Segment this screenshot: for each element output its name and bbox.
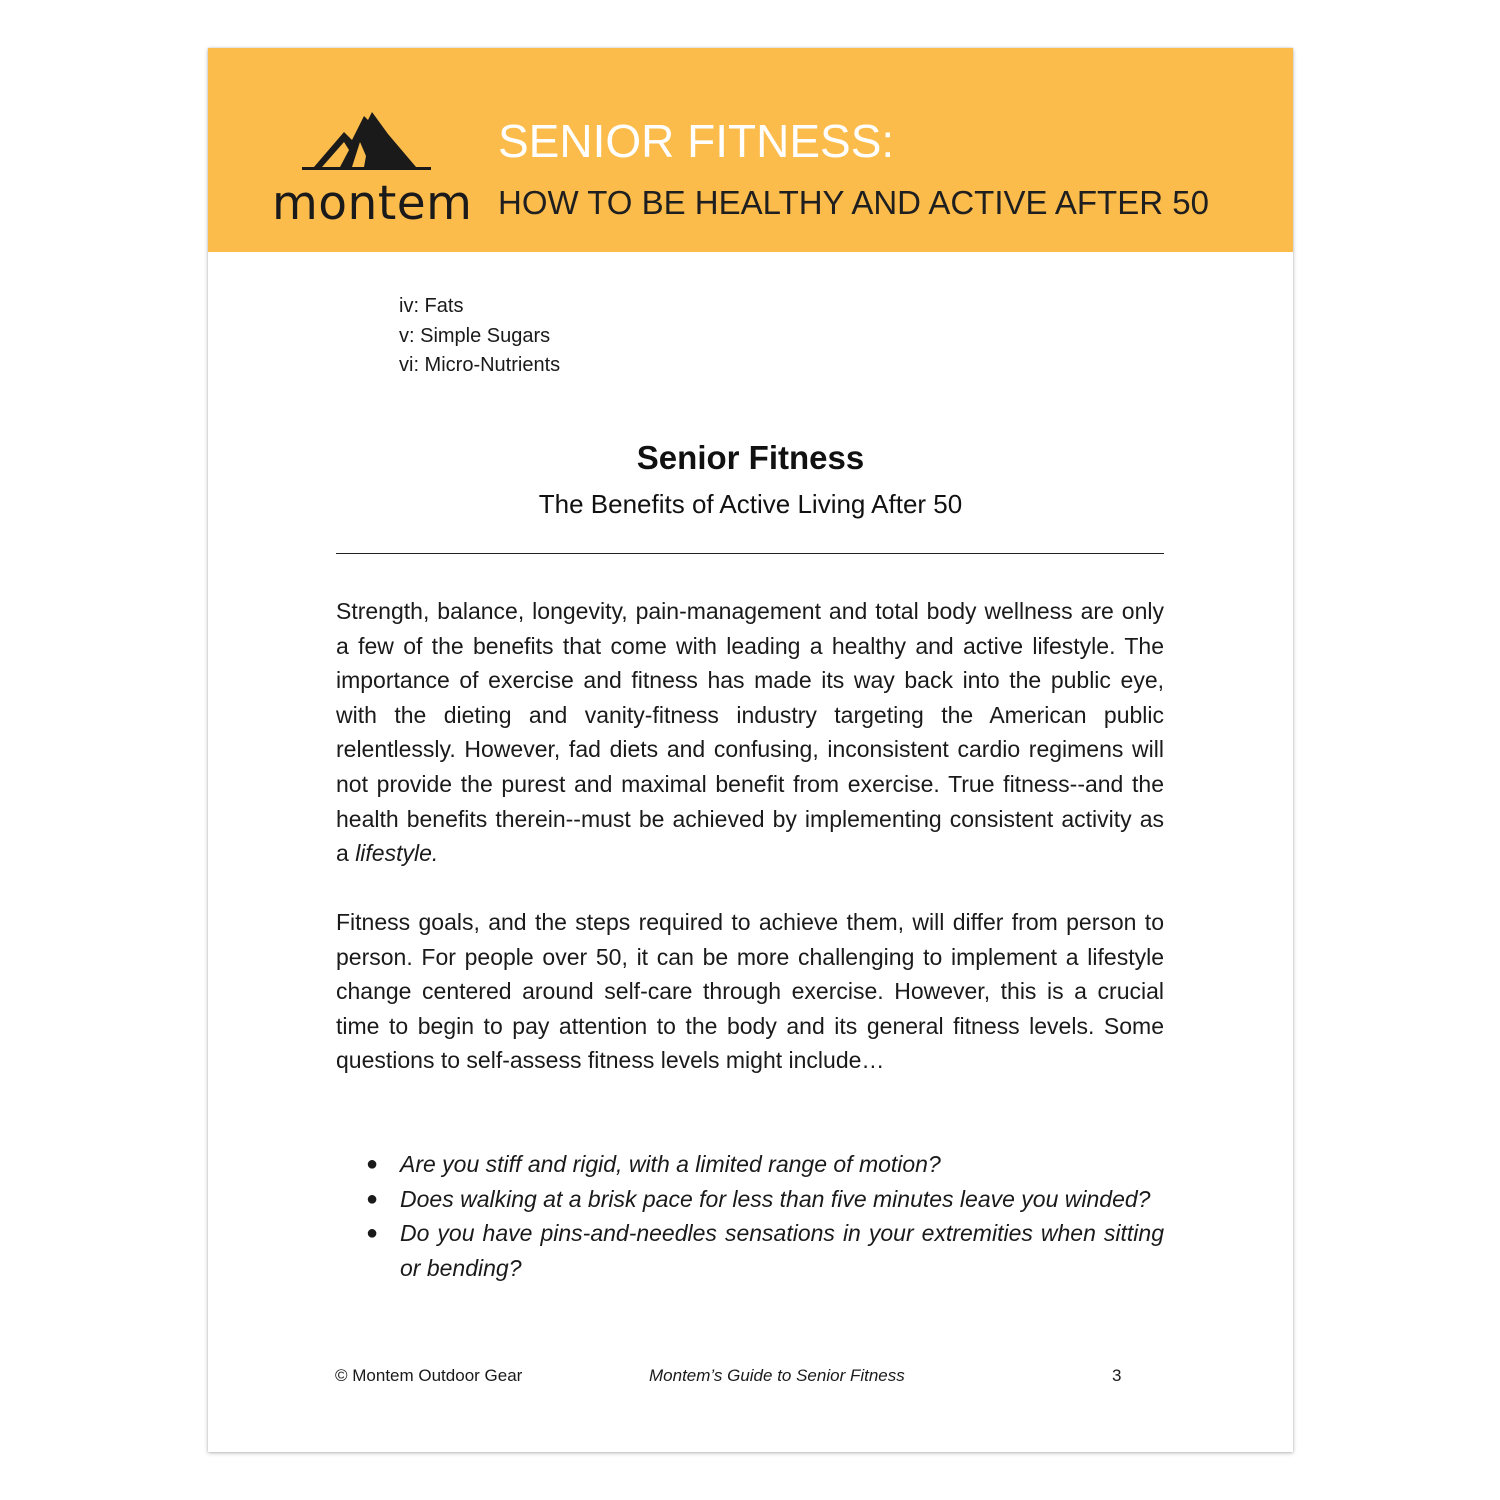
logo-wordmark: montem [272, 176, 473, 231]
divider [336, 553, 1164, 554]
bullet-icon: ● [366, 1222, 379, 1245]
toc-item: v: Simple Sugars [399, 324, 551, 347]
toc-item: iv: Fats [399, 295, 464, 317]
bullet-icon: ● [366, 1153, 379, 1175]
montem-logo [272, 110, 473, 231]
bullet-icon: ● [366, 1187, 379, 1210]
list-item-text: Do you have pins-and-needles sensations in your extremities when sitting or bending? [400, 1220, 1164, 1281]
document-page [208, 48, 1293, 1452]
header-banner [208, 48, 1293, 252]
footer-copyright: © Montem Outdoor Gear [335, 1366, 523, 1385]
banner-subtitle: HOW TO BE HEALTHY AND ACTIVE AFTER 50 [498, 184, 1209, 221]
toc-list [399, 292, 560, 381]
body-paragraph [336, 594, 1164, 871]
page-number: 3 [1112, 1366, 1122, 1385]
footer-title: Montem’s Guide to Senior Fitness [649, 1366, 905, 1385]
list-item [336, 1182, 1164, 1217]
section-subheading: The Benefits of Active Living After 50 [538, 489, 963, 519]
list-item [336, 1216, 1164, 1285]
paragraph-text: Strength, balance, longevity, pain-management and total body wellness are only a few of the benefits that come with leading a healthy and active lifestyle. The importance of exercise and fitness has made its way back into the public eye, with the dieting and vanity-fitness industry targeting the American public relentlessly. However, fad diets and confusing, inconsistent cardio regimens will not provide the purest and maximal benefit from exercise. True fitness--and the health benefits therein--must be achieved by implementing consistent activity as a [336, 598, 1164, 867]
section-heading: Senior Fitness [636, 439, 865, 476]
mountain-icon [300, 110, 434, 172]
question-list [336, 1147, 1164, 1285]
list-item [336, 1147, 1164, 1182]
list-item-text: Are you stiff and rigid, with a limited range of motion? [400, 1151, 941, 1177]
paragraph-end: . [431, 840, 439, 867]
emphasis-text: lifestyle [355, 840, 432, 867]
toc-item: vi: Micro-Nutrients [399, 354, 561, 376]
list-item-text: Does walking at a brisk pace for less than five minutes leave you winded? [400, 1185, 1151, 1212]
banner-title: SENIOR FITNESS: [498, 115, 895, 167]
body-paragraph: Fitness goals, and the steps required to achieve them, will differ from person to person. For people over 50, it can be more challenging to implement a lifestyle change centered around self-care through exercise. However, this is a crucial time to begin to pay attention to the body and its general fitness levels. Some questions to self-assess fitness levels might include… [336, 909, 1164, 1074]
